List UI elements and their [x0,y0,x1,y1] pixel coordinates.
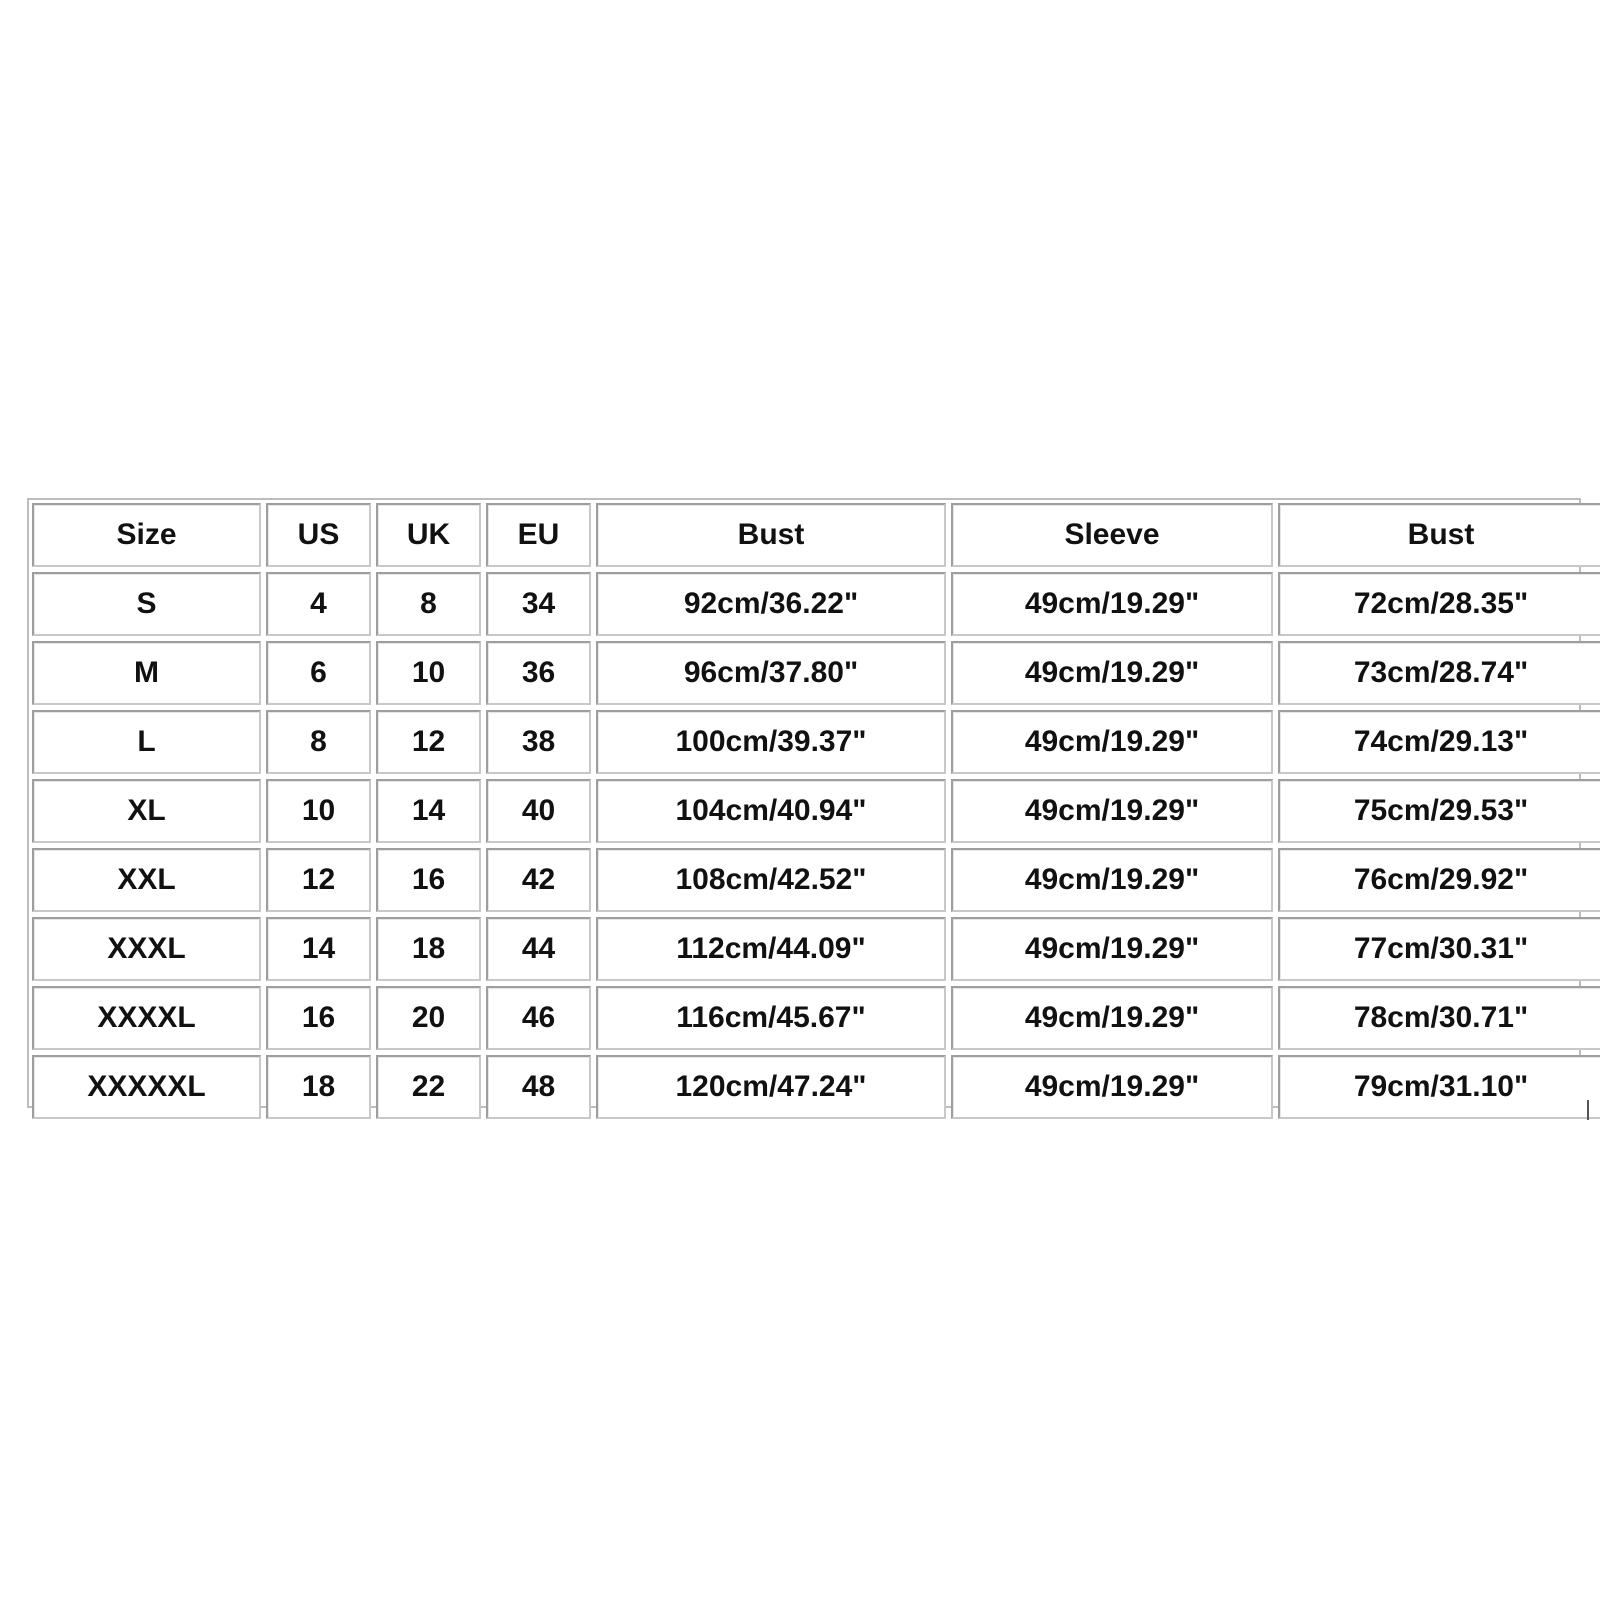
cell-eu: 48 [486,1055,591,1119]
cell-us: 14 [266,917,371,981]
text-cursor-mark [1587,1100,1589,1120]
cell-sleeve: 49cm/19.29" [951,917,1273,981]
table-row [32,710,1600,774]
cell-size: L [32,710,261,774]
size-chart-frame [27,498,1581,1108]
header-us: US [266,503,371,567]
cell-us: 12 [266,848,371,912]
cell-bust-2: 73cm/28.74" [1278,641,1600,705]
header-eu: EU [486,503,591,567]
cell-eu: 42 [486,848,591,912]
cell-bust-2: 72cm/28.35" [1278,572,1600,636]
cell-us: 6 [266,641,371,705]
cell-bust-2: 77cm/30.31" [1278,917,1600,981]
cell-eu: 36 [486,641,591,705]
cell-sleeve: 49cm/19.29" [951,779,1273,843]
cell-size: XXXXL [32,986,261,1050]
cell-uk: 16 [376,848,481,912]
header-row [32,503,1600,567]
cell-size: S [32,572,261,636]
cell-uk: 22 [376,1055,481,1119]
cell-sleeve: 49cm/19.29" [951,1055,1273,1119]
cell-bust: 112cm/44.09" [596,917,946,981]
cell-bust: 120cm/47.24" [596,1055,946,1119]
header-sleeve: Sleeve [951,503,1273,567]
cell-sleeve: 49cm/19.29" [951,572,1273,636]
cell-us: 8 [266,710,371,774]
cell-size: XXXXXL [32,1055,261,1119]
cell-size: XL [32,779,261,843]
cell-sleeve: 49cm/19.29" [951,641,1273,705]
cell-bust: 116cm/45.67" [596,986,946,1050]
cell-uk: 10 [376,641,481,705]
header-bust: Bust [596,503,946,567]
table-row [32,917,1600,981]
cell-eu: 38 [486,710,591,774]
header-bust-2: Bust [1278,503,1600,567]
cell-eu: 34 [486,572,591,636]
cell-uk: 8 [376,572,481,636]
header-size: Size [32,503,261,567]
table-row [32,1055,1600,1119]
size-chart-table [27,498,1600,1124]
cell-us: 4 [266,572,371,636]
cell-bust-2: 74cm/29.13" [1278,710,1600,774]
cell-uk: 14 [376,779,481,843]
cell-bust-2: 76cm/29.92" [1278,848,1600,912]
cell-sleeve: 49cm/19.29" [951,710,1273,774]
cell-us: 16 [266,986,371,1050]
cell-bust-2: 79cm/31.10" [1278,1055,1600,1119]
cell-uk: 20 [376,986,481,1050]
table-row [32,572,1600,636]
cell-bust: 92cm/36.22" [596,572,946,636]
cell-us: 18 [266,1055,371,1119]
cell-bust: 104cm/40.94" [596,779,946,843]
cell-size: XXXL [32,917,261,981]
table-row [32,641,1600,705]
cell-eu: 40 [486,779,591,843]
table-row [32,986,1600,1050]
cell-bust: 100cm/39.37" [596,710,946,774]
cell-sleeve: 49cm/19.29" [951,848,1273,912]
cell-us: 10 [266,779,371,843]
cell-size: M [32,641,261,705]
cell-sleeve: 49cm/19.29" [951,986,1273,1050]
table-row [32,848,1600,912]
cell-eu: 46 [486,986,591,1050]
cell-bust-2: 78cm/30.71" [1278,986,1600,1050]
cell-uk: 18 [376,917,481,981]
cell-bust-2: 75cm/29.53" [1278,779,1600,843]
cell-bust: 108cm/42.52" [596,848,946,912]
cell-size: XXL [32,848,261,912]
cell-eu: 44 [486,917,591,981]
cell-uk: 12 [376,710,481,774]
table-row [32,779,1600,843]
cell-bust: 96cm/37.80" [596,641,946,705]
header-uk: UK [376,503,481,567]
